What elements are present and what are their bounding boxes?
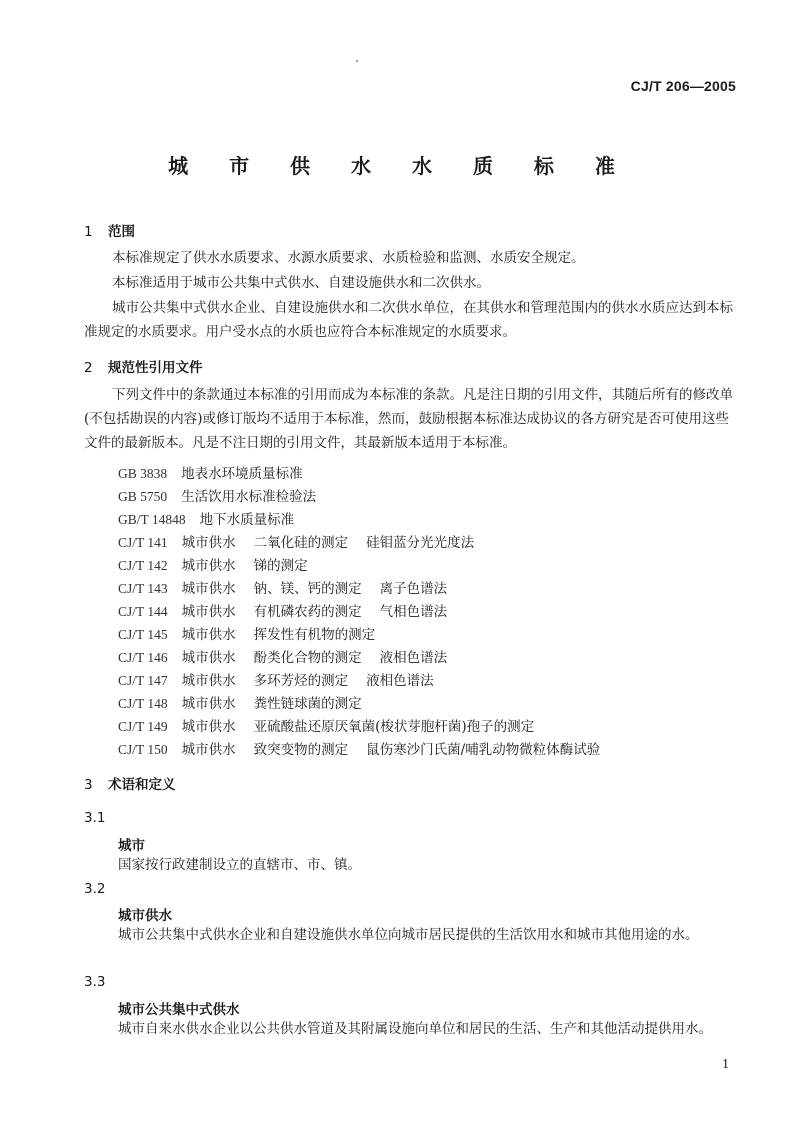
reference-item [118, 669, 434, 689]
reference-code: GB/T 14848 [118, 512, 186, 527]
reference-code: CJ/T 142 [118, 558, 168, 573]
reference-item [118, 531, 474, 551]
reference-part: 城市供水 [181, 604, 236, 620]
reference-item [118, 738, 600, 758]
reference-part: 锑的测定 [253, 558, 308, 574]
term: 城市公共集中式供水 [118, 1002, 240, 1018]
paragraph: 本标准适用于城市公共集中式供水、自建设施供水和二次供水。 [112, 275, 490, 291]
clause-number: 3.1 [84, 810, 106, 826]
reference-part: 城市供水 [181, 558, 236, 574]
paragraph: 本标准规定了供水水质要求、水源水质要求、水质检验和监测、水质安全规定。 [112, 250, 585, 266]
reference-part: 城市供水 [181, 719, 236, 735]
reference-part: 致突变物的测定 [253, 742, 349, 758]
reference-code: CJ/T 145 [118, 627, 168, 642]
reference-title: 生活饮用水标准检验法 [181, 489, 317, 505]
reference-part: 硅钼蓝分光光度法 [366, 535, 475, 551]
reference-part: 二氧化硅的测定 [253, 535, 349, 551]
reference-part: 亚硫酸盐还原厌氧菌(梭状芽胞杆菌)孢子的测定 [253, 719, 535, 735]
reference-item [118, 485, 316, 505]
scan-speck [356, 60, 358, 62]
reference-part: 城市供水 [181, 535, 236, 551]
reference-part: 离子色谱法 [379, 581, 448, 597]
reference-item [118, 508, 294, 528]
term: 城市 [118, 838, 145, 854]
page-number: 1 [722, 1057, 729, 1072]
reference-item [118, 715, 534, 735]
clause-number: 3.2 [84, 881, 106, 897]
reference-part: 城市供水 [181, 627, 236, 643]
paragraph: 城市公共集中式供水企业、自建设施供水和二次供水单位，在其供水和管理范围内的供水水质应达到本标准规定的水质要求。用户受水点的水质也应符合本标准规定的水质要求。 [84, 300, 733, 340]
section-title: 范围 [108, 224, 135, 240]
reference-item [118, 646, 447, 666]
reference-part: 液相色谱法 [366, 673, 434, 689]
reference-part: 有机磷农药的测定 [253, 604, 362, 620]
reference-part: 钠、镁、钙的测定 [253, 581, 362, 597]
reference-part: 粪性链球菌的测定 [253, 696, 362, 712]
reference-code: CJ/T 144 [118, 604, 168, 619]
definition: 国家按行政建制设立的直辖市、市、镇。 [118, 857, 361, 873]
reference-item [118, 554, 308, 574]
reference-part: 城市供水 [181, 742, 236, 758]
section-1-heading [84, 220, 135, 240]
definition: 城市自来水供水企业以公共供水管道及其附属设施向单位和居民的生活、生产和其他活动提供用水。 [118, 1021, 712, 1037]
reference-part: 液相色谱法 [379, 650, 448, 666]
document-title: 城 市 供 水 水 质 标 准 [168, 154, 632, 178]
reference-part: 城市供水 [181, 696, 236, 712]
reference-code: CJ/T 146 [118, 650, 168, 665]
section-number: 2 [84, 360, 93, 376]
reference-part: 多环芳烃的测定 [253, 673, 349, 689]
reference-part: 酚类化合物的测定 [253, 650, 362, 666]
reference-code: CJ/T 141 [118, 535, 168, 550]
section-title: 规范性引用文件 [108, 360, 203, 376]
reference-part: 城市供水 [181, 581, 236, 597]
section-3-heading [84, 773, 176, 793]
reference-item [118, 623, 375, 643]
paragraph: 下列文件中的条款通过本标准的引用而成为本标准的条款。凡是注日期的引用文件，其随后所有的修改单(不包括勘误的内容)或修订版均不适用于本标准，然而，鼓励根据本标准达成协议的各方研究是否可使用这些文件的最新版本。凡是不注日期的引用文件，其最新版本适用于本标准。 [84, 387, 733, 451]
standard-code: CJ/T 206—2005 [630, 78, 736, 94]
reference-title: 地下水质量标准 [199, 512, 295, 528]
section-2-heading [84, 356, 203, 376]
reference-item [118, 692, 362, 712]
reference-code: CJ/T 149 [118, 719, 168, 734]
reference-code: CJ/T 143 [118, 581, 168, 596]
reference-item [118, 600, 447, 620]
reference-code: CJ/T 150 [118, 742, 168, 757]
reference-part: 城市供水 [181, 673, 236, 689]
clause-number: 3.3 [84, 974, 106, 990]
reference-code: GB 3838 [118, 466, 168, 481]
reference-part: 城市供水 [181, 650, 236, 666]
reference-item [118, 462, 303, 482]
reference-title: 地表水环境质量标准 [181, 466, 303, 482]
reference-code: GB 5750 [118, 489, 168, 504]
section-number: 3 [84, 777, 93, 793]
reference-item [118, 577, 447, 597]
reference-part: 鼠伤寒沙门氏菌/哺乳动物微粒体酶试验 [366, 742, 601, 758]
reference-code: CJ/T 147 [118, 673, 168, 688]
reference-part: 挥发性有机物的测定 [253, 627, 376, 643]
term: 城市供水 [118, 908, 172, 924]
reference-code: CJ/T 148 [118, 696, 168, 711]
section-number: 1 [84, 224, 93, 240]
reference-part: 气相色谱法 [379, 604, 448, 620]
definition: 城市公共集中式供水企业和自建设施供水单位向城市居民提供的生活饮用水和城市其他用途的水。 [118, 927, 699, 943]
section-title: 术语和定义 [108, 777, 176, 793]
